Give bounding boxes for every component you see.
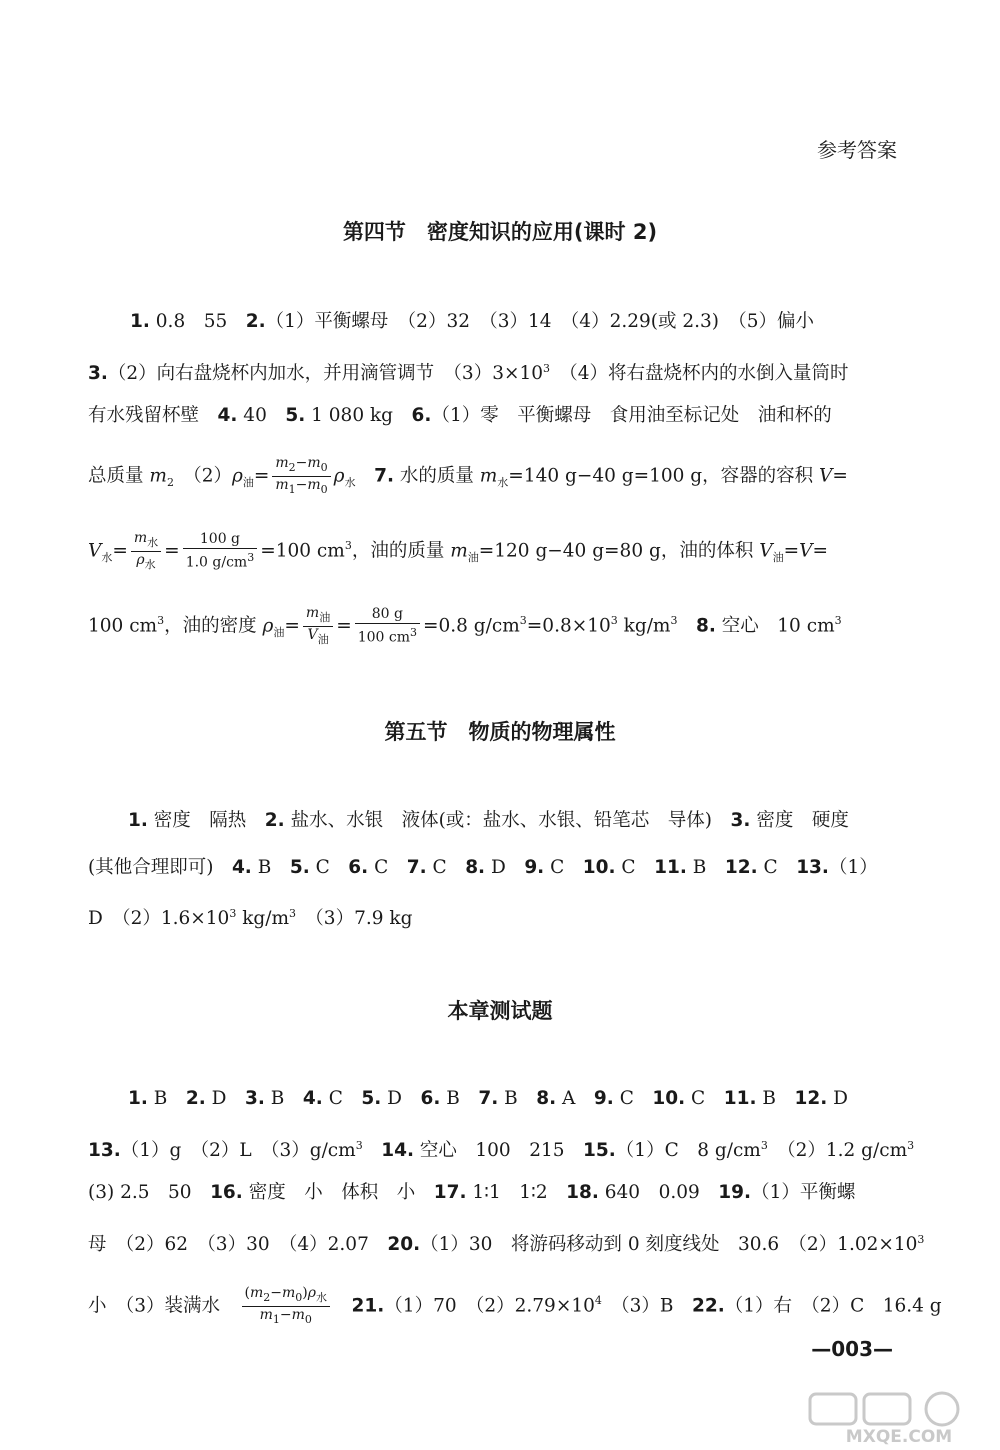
section-title-density-application: 第四节 密度知识的应用(课时 2) xyxy=(342,220,658,244)
answer-line: D $(2)1.6\times 10^3$ $kg/m^3$ （3）7.9 kg xyxy=(88,907,413,930)
section-title-chapter-test: 本章测试题 xyxy=(447,999,553,1023)
answer-line: 小 （3）装满水 $\frac{(m_2-m_0)\rho_水}{m_1-m_0}$ 21.（1）70 $(2)2.79\times 10^4$ （3）B 22.（1）右 （2）C 16.4 g xyxy=(88,1285,942,1326)
page-number: —003— xyxy=(811,1337,893,1361)
answer-line: 有水残留杯壁 4. 40 5. 1 080 kg 6.（1）零 平衡螺母 食用油至标记处 油和杯的 xyxy=(88,405,832,426)
header-label: 参考答案 xyxy=(817,138,897,162)
section-title-physical-properties: 第五节 物质的物理属性 xyxy=(384,720,616,744)
answer-line: 13.（1）g （2）L $(3)g/cm^3$ 14. 空心 100 215 15.（1）C 8 $g/cm^3$ （2）1.2 $g/cm^3$ xyxy=(88,1139,915,1162)
answer-line: 1. 密度 隔热 2. 盐水、水银 液体(或：盐水、水银、铅笔芯 导体) 3. 密度 硬度 xyxy=(128,810,849,831)
answer-line: 100 $cm^3$，油的密度 $\rho_油=$ $\frac{m_油}{V_油}$ = $\frac{80 g}{100 cm^3}$ =0.8 $g/cm^3=0.8\times 10^3$ $kg/m^3$ 8. 空心 10 $cm^3$ xyxy=(88,605,842,646)
answer-line: (3) 2.5 50 16. 密度 小 体积 小 17. 1∶1 1∶2 18. 640 0.09 19.（1）平衡螺 xyxy=(88,1182,856,1203)
svg-text:MXQE.COM: MXQE.COM xyxy=(845,1427,953,1445)
answer-line: 1. B 2. D 3. B 4. C 5. D 6. B 7. B 8. A 9. C 10. C 11. B 12. D xyxy=(128,1088,848,1109)
answer-line: 3.（2）向右盘烧杯内加水，并用滴管调节 $(3)3\times 10^3$ （4）将右盘烧杯内的水倒入量筒时 xyxy=(88,362,849,385)
answer-line: 母 （2）62 （3）30 （4）2.07 20.（1）30 将游码移动到 0 刻度线处 30.6 $(2)1.02\times 10^3$ xyxy=(88,1233,925,1256)
answer-line: (其他合理即可) 4. B 5. C 6. C 7. C 8. D 9. C 10. C 11. B 12. C 13.（1） xyxy=(88,857,878,878)
answer-line: $V_水=$ $\frac{m_水}{\rho_水}$ = $\frac{100 g}{1.0 g/cm^3}$ =100 $cm^3$，油的质量 $m_油=120$ g−40 g=80 g，油的体积 $V_油=V=$ xyxy=(88,530,828,571)
answer-line: 总质量 $m_2$ $(2)\rho_油=$ $\frac{m_2-m_0}{m_1-m_0}$ $\rho_水$ 7. 水的质量 $m_水=140$ g−40 g=100 g，容器的容积 V= xyxy=(88,455,848,496)
answer-line: 1. 0.8 55 2.（1）平衡螺母 （2）32 （3）14 （4）2.29(或 2.3) （5）偏小 xyxy=(130,311,815,332)
watermark-logo xyxy=(804,1390,994,1445)
